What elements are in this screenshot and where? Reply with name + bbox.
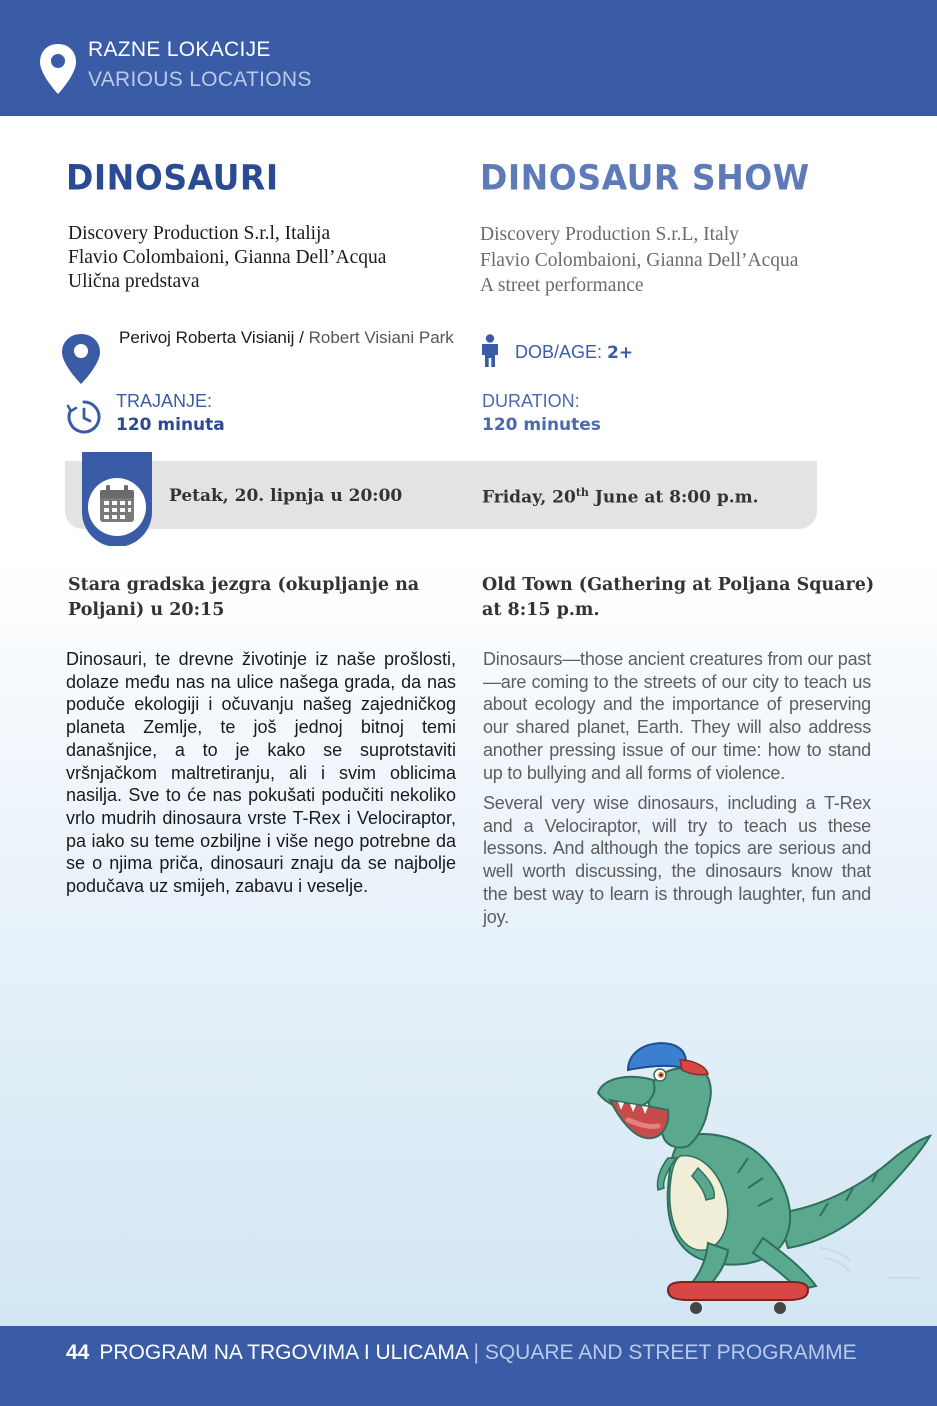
location-hr: Perivoj Roberta Visianij <box>119 328 295 347</box>
location-pin-icon <box>60 333 102 385</box>
duration-value-hr: 120 minuta <box>116 415 225 435</box>
footer-text <box>66 1341 857 1365</box>
location-en: Robert Visiani Park <box>308 328 454 347</box>
footer-label-hr: PROGRAM NA TRGOVIMA I ULICAMA <box>99 1341 468 1364</box>
producer-line: Discovery Production S.r.l, Italija <box>68 223 331 244</box>
description-en-paragraph: Several very wise dinosaurs, including a T-Rex and a Velociraptor, will try to teach us these lessons. And although the topics are serious and well worth discussing, the dinosaurs know that the best way to learn is through laughter, fun and joy. <box>483 793 871 927</box>
header-section-en: VARIOUS LOCATIONS <box>88 68 312 91</box>
calendar-icon <box>82 452 152 546</box>
description-en-paragraph: Dinosaurs—those ancient creatures from our past—are coming to the streets of our city to teach us about ecology and the importance of preserving our shared planet, Earth. They will also address another pressing issue of our time: how to stand up to bullying and all forms of violence. <box>483 649 871 783</box>
age-value: 2+ <box>607 343 634 363</box>
page-number: 44 <box>66 1341 90 1364</box>
location-pin-icon <box>38 42 78 96</box>
gathering-info-en: Old Town (Gathering at Poljana Square) at 8:15 p.m. <box>482 575 875 620</box>
producer-line: Ulična predstava <box>68 271 200 292</box>
age-label: DOB/AGE: <box>515 342 608 362</box>
page-header <box>0 0 937 116</box>
producer-line: Flavio Colombaioni, Gianna Dell’Acqua <box>68 247 387 268</box>
date-en-part: Friday, 20 <box>482 487 576 508</box>
duration-label-en: DURATION: <box>482 391 580 411</box>
footer-divider: | <box>467 1341 485 1364</box>
skateboarding-dinosaur-illustration <box>588 1038 933 1316</box>
header-section-hr: RAZNE LOKACIJE <box>88 38 271 61</box>
event-title-en: DINOSAUR SHOW <box>480 157 810 198</box>
gathering-info-hr: Stara gradska jezgra (okupljanje na Poljani) u 20:15 <box>68 575 420 620</box>
footer-label-en: SQUARE AND STREET PROGRAMME <box>484 1341 857 1364</box>
duration-value-en: 120 minutes <box>482 415 601 435</box>
date-en-suffix: th <box>575 486 589 499</box>
age-rating <box>515 342 633 363</box>
producer-info-hr <box>68 222 386 294</box>
event-date-en <box>482 486 759 508</box>
event-title-hr: DINOSAURI <box>66 157 279 198</box>
description-hr: Dinosauri, te drevne životinje iz naše prošlosti, dolaze među nas na ulice našega grada, da nas poduče ekologiji i očuvanju našeg zajedničkog planeta Zemlje, te još jednoj bitnoj temi današnjice, a to je kako se suprotstaviti vršnjačkom maltretiranju, ali i svim oblicima nasilja. Sve to će nas pokušati podučiti nekoliko vrlo mudrih dinosaura vrste T-Rex i Velociraptor, pa iako su teme ozbiljne i više nego potrebne da se o njima priča, dinosauri znaju da se najbolje podučava uz smijeh, zabavu i veselje. <box>66 649 456 897</box>
child-person-icon <box>479 334 501 368</box>
location-separator: / <box>294 328 309 347</box>
producer-line: A street performance <box>480 275 644 296</box>
producer-info-en <box>480 222 798 299</box>
event-location <box>119 326 459 350</box>
clock-icon <box>66 399 102 435</box>
date-en-part: June at 8:00 p.m. <box>588 487 759 508</box>
duration-label-hr: TRAJANJE: <box>116 391 213 411</box>
page-footer <box>0 1326 937 1406</box>
producer-line: Discovery Production S.r.L, Italy <box>480 224 739 245</box>
event-date-hr: Petak, 20. lipnja u 20:00 <box>169 486 403 506</box>
producer-line: Flavio Colombaioni, Gianna Dell’Acqua <box>480 249 799 271</box>
